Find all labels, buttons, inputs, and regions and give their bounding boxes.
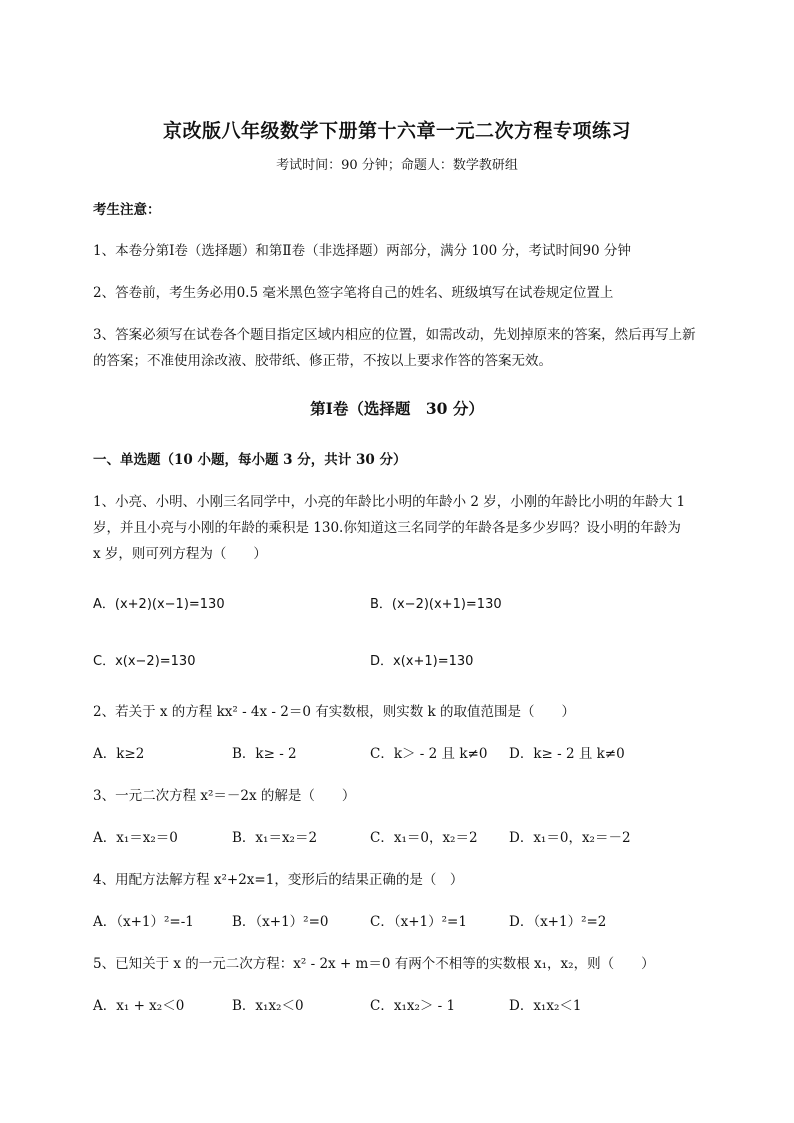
question-2-option-d[interactable]: D．k≥ - 2 且 k≠0	[509, 746, 625, 762]
question-4-line-1: 4、用配方法解方程 x²+2x=1，变形后的结果正确的是（ ）	[93, 872, 464, 888]
notice-item-1: 1、本卷分第Ⅰ卷（选择题）和第Ⅱ卷（非选择题）两部分，满分 100 分，考试时间90 分钟	[93, 243, 631, 259]
question-1-option-a[interactable]: A．(x+2)(x−1)=130	[93, 597, 225, 612]
notice-heading: 考生注意：	[93, 202, 161, 218]
part-heading: 一、单选题（10 小题，每小题 3 分，共计 30 分）	[93, 452, 407, 468]
notice-item-3-cont: 的答案；不准使用涂改液、胶带纸、修正带，不按以上要求作答的答案无效。	[93, 353, 552, 369]
question-3-option-b[interactable]: B．x₁＝x₂＝2	[232, 830, 318, 846]
question-2-option-c[interactable]: C．k＞ - 2 且 k≠0	[370, 746, 488, 762]
exam-subtitle: 考试时间：90 分钟；命题人：数学教研组	[276, 158, 518, 173]
question-5-line-1: 5、已知关于 x 的一元二次方程：x² - 2x + m＝0 有两个不相等的实数根 x₁，x₂，则（ ）	[93, 956, 655, 972]
question-3-option-a[interactable]: A．x₁＝x₂＝0	[93, 830, 178, 846]
question-5-option-b[interactable]: B．x₁x₂＜0	[232, 998, 304, 1014]
question-4-option-d[interactable]: D．（x+1）²=2	[509, 914, 607, 930]
question-1-line-1: 1、小亮、小明、小刚三名同学中，小亮的年龄比小明的年龄小 2 岁，小刚的年龄比小明的年龄大 1	[93, 494, 686, 510]
question-1-option-b[interactable]: B．(x−2)(x+1)=130	[370, 597, 502, 612]
question-5-option-c[interactable]: C．x₁x₂＞ - 1	[370, 998, 456, 1014]
section-title: 第Ⅰ卷（选择题 30 分）	[310, 399, 484, 418]
question-4-option-b[interactable]: B．（x+1）²=0	[232, 914, 329, 930]
question-1-option-d[interactable]: D．x(x+1)=130	[370, 654, 474, 669]
exam-title: 京改版八年级数学下册第十六章一元二次方程专项练习	[162, 120, 631, 142]
question-1-line-2: 岁，并且小亮与小刚的年龄的乘积是 130.你知道这三名同学的年龄各是多少岁吗？设小明的年龄为	[93, 520, 681, 536]
question-1-option-c[interactable]: C．x(x−2)=130	[93, 654, 196, 669]
question-3-option-d[interactable]: D．x₁＝0，x₂＝－2	[509, 830, 631, 846]
question-3-option-c[interactable]: C．x₁＝0，x₂＝2	[370, 830, 478, 846]
question-5-option-a[interactable]: A．x₁ + x₂＜0	[93, 998, 185, 1014]
question-3-line-1: 3、一元二次方程 x²＝－2x 的解是（ ）	[93, 788, 356, 804]
question-4-option-c[interactable]: C．（x+1）²=1	[370, 914, 467, 930]
notice-item-2: 2、答卷前，考生务必用0.5 毫米黑色签字笔将自己的姓名、班级填写在试卷规定位置上	[93, 285, 614, 301]
question-5-option-d[interactable]: D．x₁x₂＜1	[509, 998, 582, 1014]
question-2-option-a[interactable]: A．k≥2	[93, 746, 145, 762]
question-1-line-3: x 岁，则可列方程为（ ）	[93, 546, 267, 562]
question-4-option-a[interactable]: A．（x+1）²=-1	[93, 914, 194, 930]
question-2-line-1: 2、若关于 x 的方程 kx² - 4x - 2＝0 有实数根，则实数 k 的取值范围是（ ）	[93, 704, 576, 720]
question-2-option-b[interactable]: B．k≥ - 2	[232, 746, 297, 762]
notice-item-3: 3、答案必须写在试卷各个题目指定区域内相应的位置，如需改动，先划掉原来的答案，然后再写上新	[93, 327, 696, 343]
